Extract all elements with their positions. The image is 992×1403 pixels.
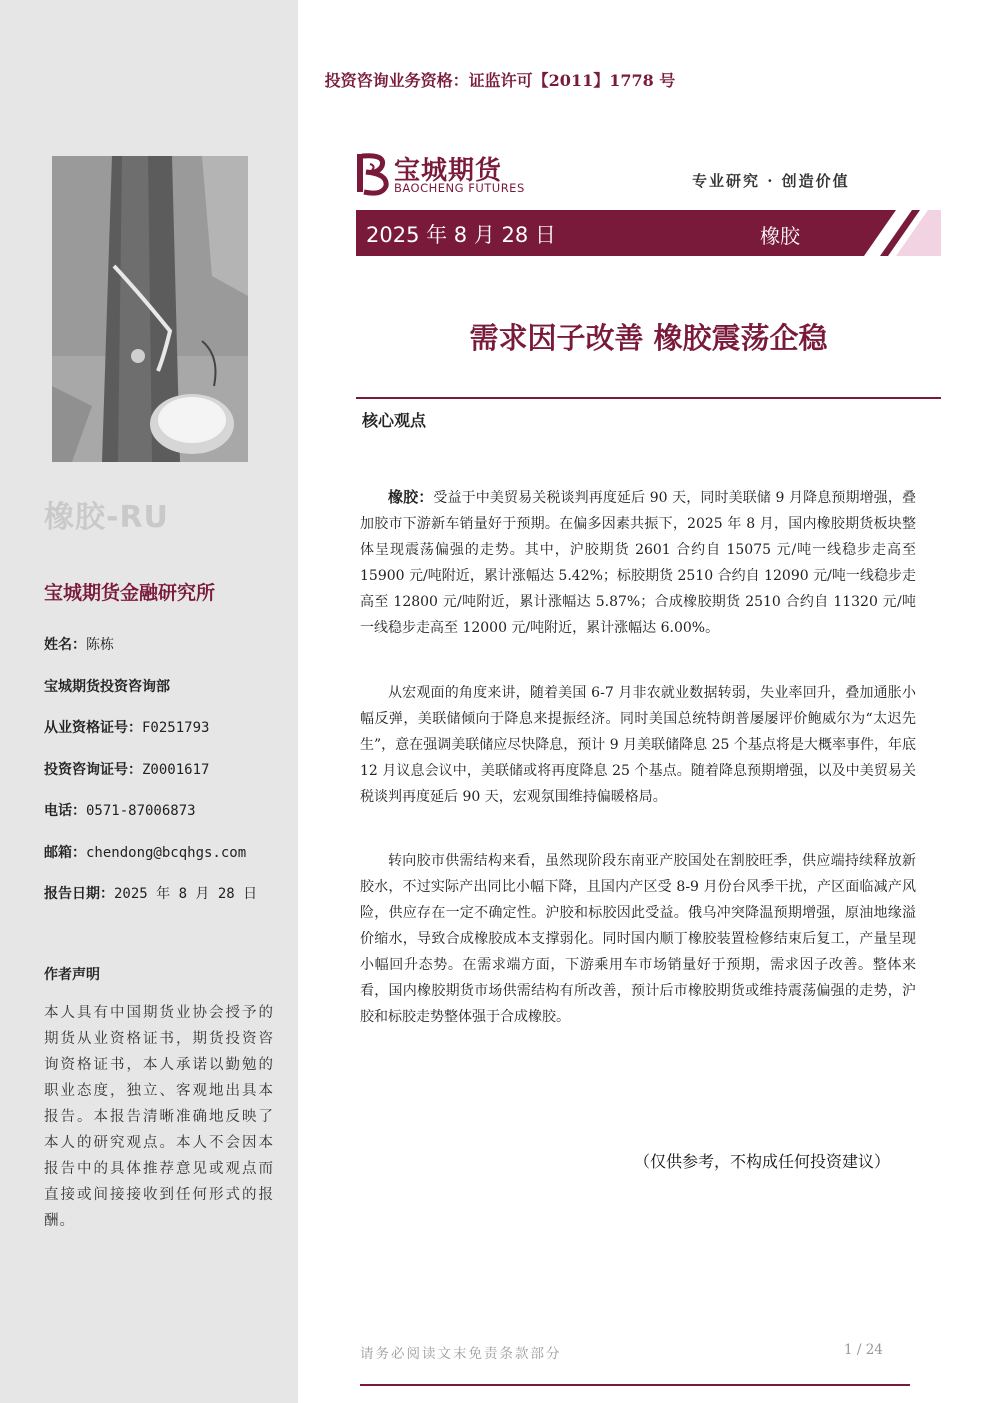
- advisory-cert-value: Z0001617: [142, 762, 210, 778]
- advisory-cert-label: 投资咨询证号：: [44, 762, 142, 778]
- license-line: 投资咨询业务资格：证监许可【2011】1778 号: [324, 71, 676, 90]
- sidebar-commodity-code: 橡胶-RU: [44, 500, 169, 535]
- email-label: 邮箱：: [44, 845, 86, 861]
- title-divider: [356, 397, 941, 399]
- phone-value: 0571-87006873: [86, 803, 196, 819]
- paragraph-1-lead: 橡胶：: [388, 488, 434, 506]
- sidebar-institute: 宝城期货金融研究所: [44, 582, 216, 604]
- qualification-cert-value: F0251793: [142, 720, 210, 736]
- report-date-value: 2025 年 8 月 28 日: [114, 886, 258, 902]
- report-date: [44, 883, 257, 903]
- phone-label: 电话：: [44, 803, 86, 819]
- paragraph-3: 转向胶市供需结构来看，虽然现阶段东南亚产胶国处在割胶旺季，供应端持续释放新胶水，不过实际产出同比小幅下降，且国内产区受 8-9 月份台风季干扰，产区面临减产风险，供应存在一定不确定性。沪胶和标胶因此受益。俄乌冲突降温预期增强，原油地缘溢价缩水，导致合成橡胶成本支撑弱化。同时国内顺丁橡胶装置检修结束后复工，产量呈现小幅回升态势。在需求端方面，下游乘用车市场销量好于预期，需求因子改善。整体来看，国内橡胶期货市场供需结构有所改善，预计后市橡胶期货或维持震荡偏强的走势，沪胶和标胶走势整体强于合成橡胶。: [360, 853, 916, 1025]
- analyst-name-value: 陈栋: [86, 637, 114, 653]
- sidebar: [0, 0, 298, 1403]
- author-statement-body: 本人具有中国期货业协会授予的期货从业资格证书，期货投资咨询资格证书，本人承诺以勤勉的职业态度，独立、客观地出具本报告。本报告清晰准确地反映了本人的研究观点。本人不会因本报告中的具体推荐意见或观点而直接或间接接收到任何形式的报酬。: [44, 1005, 274, 1229]
- analyst-name-label: 姓名：: [44, 637, 86, 653]
- email-link[interactable]: chendong@bcqhgs.com: [86, 845, 247, 861]
- analyst-name: [44, 634, 114, 654]
- date-category-band: [356, 210, 941, 256]
- report-date-label: 报告日期：: [44, 886, 114, 902]
- logo-english: BAOCHENG FUTURES: [394, 181, 525, 195]
- logo-chinese: 宝城期货: [394, 156, 503, 186]
- paragraph-1: [360, 484, 916, 641]
- rubber-tree-photo: [52, 156, 248, 462]
- footer-divider: [360, 1384, 910, 1386]
- core-view-heading: 核心观点: [362, 411, 427, 430]
- report-title: 需求因子改善 橡胶震荡企稳: [469, 321, 828, 355]
- rubber-tree-image: [52, 156, 248, 462]
- company-logo: [356, 150, 546, 198]
- paragraph-2: 从宏观面的角度来讲，随着美国 6-7 月非农就业数据转弱，失业率回升，叠加通胀小幅反弹，美联储倾向于降息来提振经济。同时美国总统特朗普屡屡评价鲍威尔为“太迟先生”，意在强调美联储应尽快降息，预计 9 月美联储降息 25 个基点将是大概率事件，年底 12 月议息会议中，美联储或将再度降息 25 个基点。随着降息预期增强，以及中美贸易关税谈判再度延后 90 天，宏观氛围维持偏暖格局。: [360, 685, 916, 805]
- phone: [44, 800, 196, 820]
- page-number: 1 / 24: [844, 1342, 883, 1358]
- baocheng-logo-icon: [356, 150, 392, 196]
- report-date-banner: 2025 年 8 月 28 日: [366, 223, 556, 247]
- qualification-cert: [44, 717, 209, 737]
- email: [44, 842, 246, 862]
- advisory-cert: [44, 759, 209, 779]
- author-statement-title: 作者声明: [44, 967, 100, 983]
- paragraph-1-text: 受益于中美贸易关税谈判再度延后 90 天，同时美联储 9 月降息预期增强，叠加胶市下游新车销量好于预期。在偏多因素共振下，2025 年 8 月，国内橡胶期货板块整体呈现震荡偏强的走势。其中，沪胶期货 2601 合约自 15075 元/吨一线稳步走高至 15900 元/吨附近，累计涨幅达 5.42%；标胶期货 2510 合约自 12090 元/吨一线稳步走高至 12800 元/吨附近，累计涨幅达 5.87%；合成橡胶期货 2510 合约自 11320 元/吨一线稳步走高至 12000 元/吨附近，累计涨幅达 6.00%。: [360, 490, 916, 636]
- investment-disclaimer: （仅供参考，不构成任何投资建议）: [634, 1152, 891, 1171]
- qualification-cert-label: 从业资格证号：: [44, 720, 142, 736]
- department: 宝城期货投资咨询部: [44, 679, 170, 695]
- slogan: 专业研究 · 创造价值: [692, 172, 850, 190]
- category-label: 橡胶: [760, 224, 800, 248]
- footer-note: 请务必阅读文末免责条款部分: [360, 1346, 562, 1362]
